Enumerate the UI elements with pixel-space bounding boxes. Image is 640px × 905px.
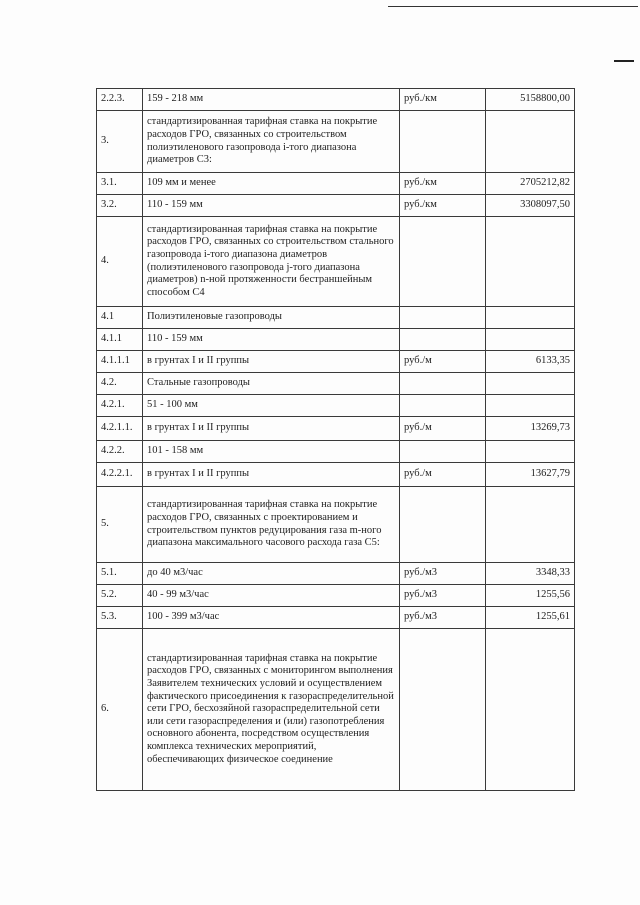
- row-value: [486, 329, 575, 351]
- row-unit: руб./м3: [400, 585, 486, 607]
- row-description: в грунтах I и II группы: [143, 417, 400, 441]
- row-number: 4.2.: [97, 373, 143, 395]
- row-number: 5.: [97, 487, 143, 563]
- row-description: 110 - 159 мм: [143, 329, 400, 351]
- row-description: стандартизированная тарифная ставка на покрытие расходов ГРО, связанных со строительством полиэтиленового газопровода i-того диапазона диаметров С3:: [143, 111, 400, 173]
- row-number: 4.1.1.1: [97, 351, 143, 373]
- row-unit: [400, 329, 486, 351]
- row-description: стандартизированная тарифная ставка на покрытие расходов ГРО, связанных с проектированием и строительством пунктов редуцирования газа m-ного диапазона максимального часового расхода газа С5:: [143, 487, 400, 563]
- row-number: 6.: [97, 629, 143, 791]
- table-row: [97, 217, 575, 307]
- row-unit: [400, 629, 486, 791]
- row-number: 5.1.: [97, 563, 143, 585]
- row-value: [486, 111, 575, 173]
- row-number: 4.2.2.1.: [97, 463, 143, 487]
- row-value: 6133,35: [486, 351, 575, 373]
- row-value: 1255,56: [486, 585, 575, 607]
- row-value: 1255,61: [486, 607, 575, 629]
- row-unit: [400, 111, 486, 173]
- row-number: 3.: [97, 111, 143, 173]
- row-value: 5158800,00: [486, 89, 575, 111]
- row-description: Стальные газопроводы: [143, 373, 400, 395]
- row-value: [486, 629, 575, 791]
- row-description: до 40 м3/час: [143, 563, 400, 585]
- table-row: [97, 373, 575, 395]
- row-number: 4.1: [97, 307, 143, 329]
- table-row: [97, 395, 575, 417]
- row-number: 4.1.1: [97, 329, 143, 351]
- row-number: 4.2.2.: [97, 441, 143, 463]
- table-row: [97, 173, 575, 195]
- row-unit: руб./м: [400, 417, 486, 441]
- tariff-table: [96, 88, 575, 791]
- table-row: [97, 607, 575, 629]
- row-description: 100 - 399 м3/час: [143, 607, 400, 629]
- row-value: 2705212,82: [486, 173, 575, 195]
- row-description: 40 - 99 м3/час: [143, 585, 400, 607]
- row-unit: [400, 373, 486, 395]
- table-row: [97, 307, 575, 329]
- table-row: [97, 351, 575, 373]
- row-description: в грунтах I и II группы: [143, 463, 400, 487]
- row-number: 4.2.1.: [97, 395, 143, 417]
- top-rule: [388, 6, 638, 7]
- row-unit: [400, 307, 486, 329]
- table-row: [97, 89, 575, 111]
- table-row: [97, 441, 575, 463]
- table-row: [97, 463, 575, 487]
- row-unit: руб./м: [400, 351, 486, 373]
- row-value: [486, 441, 575, 463]
- row-value: 13627,79: [486, 463, 575, 487]
- table-row: [97, 487, 575, 563]
- row-number: 5.3.: [97, 607, 143, 629]
- table-row: [97, 329, 575, 351]
- row-description: стандартизированная тарифная ставка на покрытие расходов ГРО, связанных со строительством стального газопровода i-того диапазона диаметров (полиэтиленового газопровода j-того диапазона диаметров) n-ной протяженности бестраншейным способом С4: [143, 217, 400, 307]
- row-unit: руб./м: [400, 463, 486, 487]
- row-unit: [400, 487, 486, 563]
- row-value: [486, 395, 575, 417]
- edge-mark: [614, 60, 634, 62]
- row-number: 3.2.: [97, 195, 143, 217]
- table-row: [97, 417, 575, 441]
- table-row: [97, 629, 575, 791]
- row-description: 101 - 158 мм: [143, 441, 400, 463]
- table-row: [97, 585, 575, 607]
- tariff-table-body: [97, 89, 575, 791]
- row-description: 109 мм и менее: [143, 173, 400, 195]
- row-unit: [400, 441, 486, 463]
- row-value: 3348,33: [486, 563, 575, 585]
- row-value: [486, 487, 575, 563]
- row-value: 13269,73: [486, 417, 575, 441]
- row-value: [486, 373, 575, 395]
- row-number: 5.2.: [97, 585, 143, 607]
- row-description: 51 - 100 мм: [143, 395, 400, 417]
- row-description: 110 - 159 мм: [143, 195, 400, 217]
- row-unit: руб./км: [400, 173, 486, 195]
- row-value: [486, 307, 575, 329]
- row-number: 4.: [97, 217, 143, 307]
- table-row: [97, 111, 575, 173]
- row-description: Полиэтиленовые газопроводы: [143, 307, 400, 329]
- row-unit: [400, 395, 486, 417]
- row-description: стандартизированная тарифная ставка на покрытие расходов ГРО, связанных с мониторингом выполнения Заявителем технических условий и осуществлением фактического присоединения к газораспределительной сети ГРО, бесхозяйной газораспределительной сети или сети газораспределения и (или) газопотребления основного абонента, посредством осуществления комплекса технических мероприятий, обеспечивающих физическое соединение: [143, 629, 400, 791]
- row-unit: руб./м3: [400, 607, 486, 629]
- row-value: [486, 217, 575, 307]
- row-number: 3.1.: [97, 173, 143, 195]
- row-number: 2.2.3.: [97, 89, 143, 111]
- table-row: [97, 195, 575, 217]
- row-unit: руб./км: [400, 195, 486, 217]
- row-number: 4.2.1.1.: [97, 417, 143, 441]
- row-value: 3308097,50: [486, 195, 575, 217]
- row-unit: руб./км: [400, 89, 486, 111]
- table-row: [97, 563, 575, 585]
- row-unit: [400, 217, 486, 307]
- row-description: в грунтах I и II группы: [143, 351, 400, 373]
- row-description: 159 - 218 мм: [143, 89, 400, 111]
- row-unit: руб./м3: [400, 563, 486, 585]
